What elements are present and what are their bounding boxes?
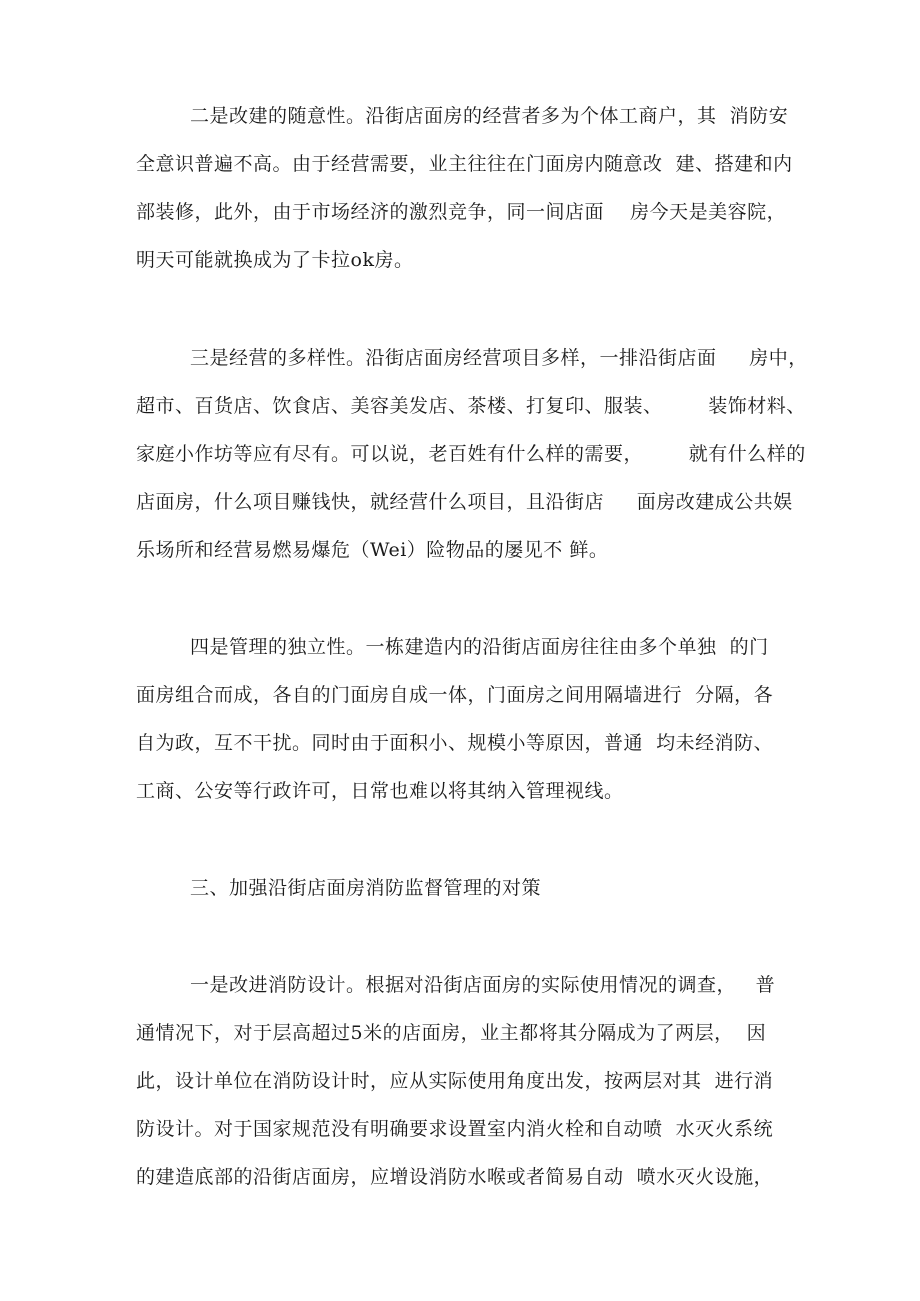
paragraph-2-line-5: 乐场所和经营易燃易爆危（Wei）险物品的屡见不 鲜。 bbox=[136, 539, 609, 561]
section-heading: 三、加强沿街店面房消防监督管理的对策 bbox=[190, 877, 542, 899]
paragraph-1-line-4: 明天可能就换成为了卡拉ok房。 bbox=[136, 249, 414, 271]
paragraph-5-line-1: 一是改进消防设计。根据对沿街店面房的实际使用情况的调查， 普 bbox=[190, 974, 776, 996]
paragraph-3-line-1: 四是管理的独立性。一栋建造内的沿街店面房往往由多个单独 的门 bbox=[190, 636, 769, 658]
paragraph-5-line-3: 此，设计单位在消防设计时，应从实际使用角度出发，按两层对其 进行消 bbox=[136, 1070, 774, 1092]
paragraph-1-line-2: 全意识普遍不高。由于经营需要，业主往往在门面房内随意改 建、搭建和内 bbox=[136, 153, 793, 175]
paragraph-5-line-2: 通情况下，对于层高超过5米的店面房，业主都将其分隔成为了两层， 因 bbox=[136, 1022, 767, 1044]
paragraph-2-line-4: 店面房，什么项目赚钱快，就经营什么项目，且沿街店 面房改建成公共娱 bbox=[136, 491, 793, 513]
paragraph-2-line-3: 家庭小作坊等应有尽有。可以说，老百姓有什么样的需要， 就有什么样的 bbox=[136, 443, 806, 465]
paragraph-5-line-4: 防设计。对于国家规范没有明确要求设置室内消火栓和自动喷 水灭火系统 bbox=[136, 1118, 774, 1140]
paragraph-2-line-2: 超市、百货店、饮食店、美容美发店、茶楼、打复印、服装、 装饰材料、 bbox=[136, 395, 806, 417]
paragraph-3-line-4: 工商、公安等行政许可，日常也难以将其纳入管理视线。 bbox=[136, 780, 624, 802]
paragraph-1-line-1: 二是改建的随意性。沿街店面房的经营者多为个体工商户，其 消防安 bbox=[190, 105, 789, 127]
paragraph-1-line-3: 部装修，此外，由于市场经济的激烈竞争，同一间店面 房今天是美容院， bbox=[136, 201, 787, 223]
paragraph-2-line-1: 三是经营的多样性。沿街店面房经营项目多样，一排沿街店面 房中， bbox=[190, 347, 808, 369]
paragraph-5-line-5: 的建造底部的沿街店面房，应增设消防水喉或者简易自动 喷水灭火设施， bbox=[136, 1166, 774, 1188]
paragraph-3-line-3: 自为政，互不干扰。同时由于面积小、规模小等原因，普通 均未经消防、 bbox=[136, 732, 774, 754]
paragraph-3-line-2: 面房组合而成，各自的门面房自成一体，门面房之间用隔墙进行 分隔，各 bbox=[136, 684, 774, 706]
